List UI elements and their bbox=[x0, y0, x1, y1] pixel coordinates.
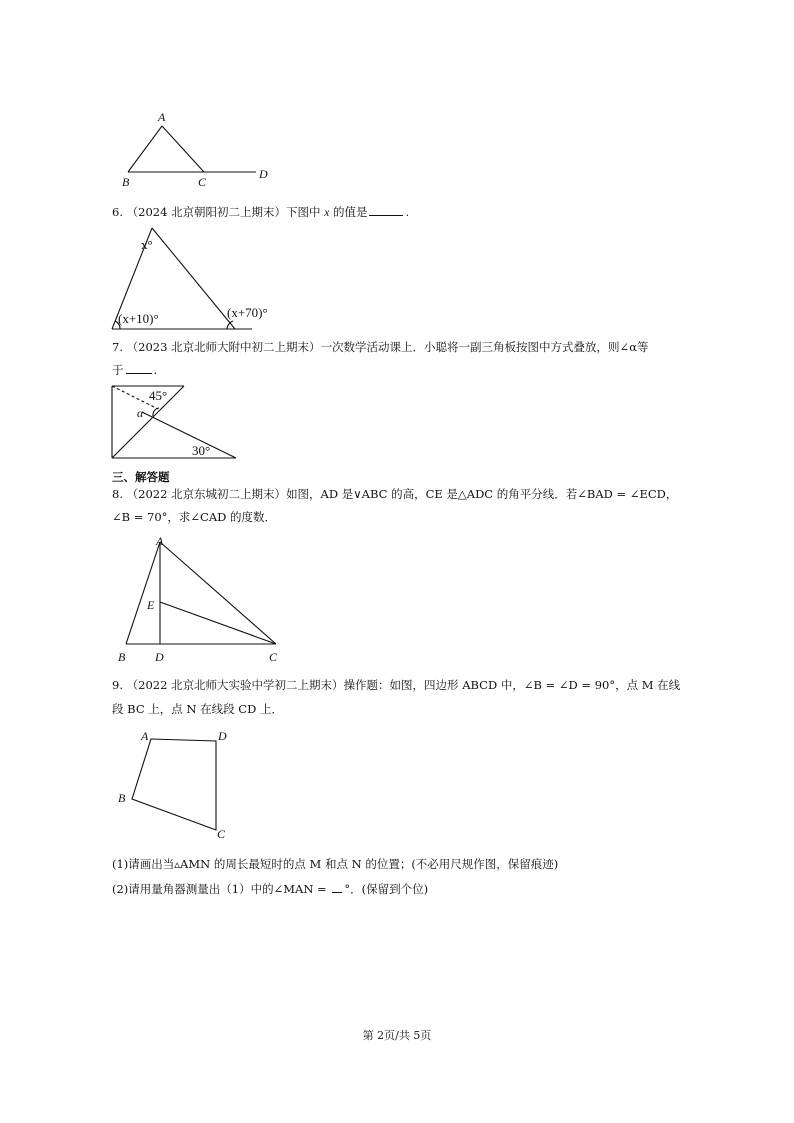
fig1-label-c: C bbox=[198, 175, 207, 189]
fig1-label-d: D bbox=[259, 167, 268, 181]
q6-source: （2024 北京朝阳初二上期末） bbox=[126, 205, 287, 219]
q6-text-after: 的值是 bbox=[329, 205, 368, 219]
figure-q8-triangle bbox=[114, 530, 290, 668]
q8-label-e: E bbox=[147, 598, 155, 612]
page-footer: 第 2页/共 5页 bbox=[362, 1029, 432, 1042]
q9-number: 9. bbox=[112, 678, 123, 692]
q9-source: （2022 北京北师大实验中学初二上期末） bbox=[126, 678, 344, 692]
q7-label-45: 45° bbox=[149, 388, 168, 403]
question-6 bbox=[112, 204, 409, 220]
q9-line1: 操作题：如图，四边形 ABCD 中，∠B = ∠D = 90°，点 M 在线 bbox=[343, 678, 681, 692]
figure-q9-quadrilateral bbox=[112, 726, 242, 842]
q6-end: . bbox=[405, 205, 410, 219]
q9-answer-blank[interactable] bbox=[332, 881, 342, 893]
figure-q7-set-squares bbox=[110, 384, 242, 464]
q6-text-before: 下图中 bbox=[286, 205, 325, 219]
q9-label-c: C bbox=[217, 827, 226, 841]
question-7-line2 bbox=[112, 362, 157, 377]
figure-triangle-abc-extension bbox=[118, 108, 278, 192]
q6-label-right-angle: (x+70)° bbox=[227, 305, 268, 320]
section-3-title: 三、解答题 bbox=[112, 470, 170, 484]
q9-part2-text: (2)请用量角器测量出（1）中的∠MAN = bbox=[112, 882, 331, 896]
q6-answer-blank[interactable] bbox=[369, 204, 403, 216]
q7-end: . bbox=[153, 363, 158, 377]
q7-label-30: 30° bbox=[192, 443, 211, 458]
q9-part2-suffix: °．(保留到个位) bbox=[344, 882, 429, 896]
question-9-line2: 段 BC 上，点 N 在线段 CD 上． bbox=[112, 702, 283, 716]
question-8 bbox=[112, 487, 677, 501]
q9-label-b: B bbox=[118, 791, 126, 805]
q7-number: 7. bbox=[112, 340, 123, 354]
q8-label-d: D bbox=[155, 650, 164, 664]
fig1-label-b: B bbox=[122, 175, 130, 189]
question-7 bbox=[112, 340, 648, 354]
q8-source: （2022 北京东城初二上期末） bbox=[126, 487, 287, 501]
question-8-line2: ∠B = 70°，求∠CAD 的度数． bbox=[112, 510, 277, 524]
q8-label-a: A bbox=[156, 534, 164, 548]
question-9-part2 bbox=[112, 881, 428, 896]
q7-answer-blank[interactable] bbox=[126, 362, 152, 374]
q6-label-top-angle: x° bbox=[141, 237, 153, 252]
q9-label-a: A bbox=[141, 729, 149, 743]
q7-label-alpha: α bbox=[137, 406, 144, 420]
q8-line1: 如图，AD 是∨ABC 的高，CE 是△ADC 的角平分线．若∠BAD = ∠ECD， bbox=[286, 487, 678, 501]
q7-line2-text: 于 bbox=[112, 363, 124, 377]
q8-label-b: B bbox=[118, 650, 126, 664]
q6-variable: x bbox=[324, 207, 330, 219]
fig1-label-a: A bbox=[158, 110, 166, 124]
q6-number: 6. bbox=[112, 205, 123, 219]
q9-label-d: D bbox=[218, 729, 227, 743]
q6-label-left-angle: (x+10)° bbox=[118, 311, 159, 326]
q8-label-c: C bbox=[269, 650, 278, 664]
q8-number: 8. bbox=[112, 487, 123, 501]
question-9-part1: (1)请画出当▵AMN 的周长最短时的点 M 和点 N 的位置；(不必用尺规作图，保留痕迹) bbox=[112, 857, 559, 871]
q7-source: （2023 北京北师大附中初二上期末） bbox=[126, 340, 321, 354]
q7-text: 一次数学活动课上．小聪将一副三角板按图中方式叠放，则∠α等 bbox=[320, 340, 649, 354]
question-9 bbox=[112, 678, 680, 692]
figure-q6-triangle bbox=[108, 222, 288, 334]
